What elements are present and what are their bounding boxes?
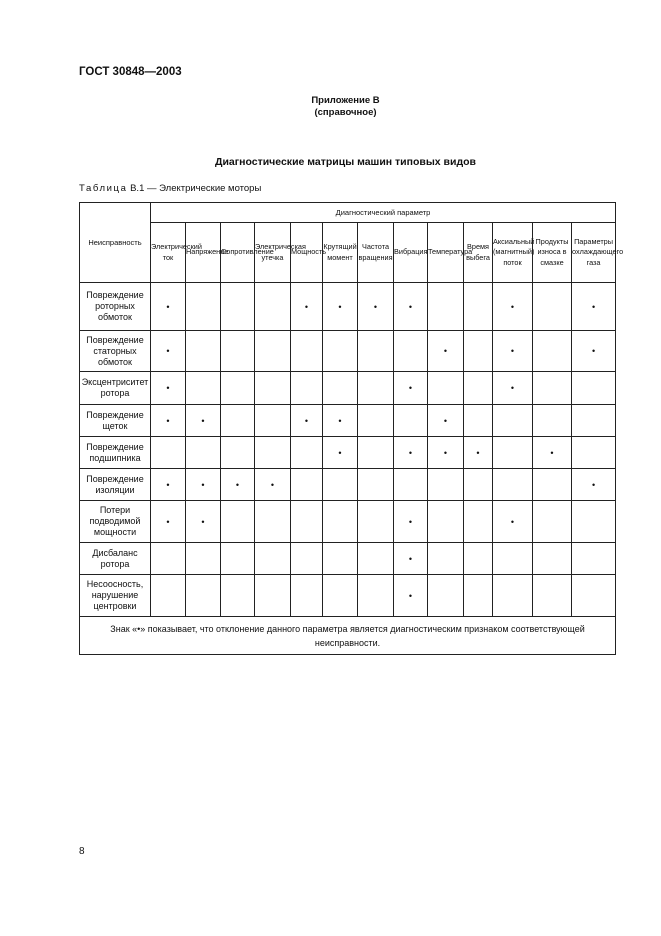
empty-cell: [151, 575, 186, 617]
fault-cell: Дисбаланс ротора: [80, 543, 151, 575]
diagnostic-mark: •: [394, 501, 428, 543]
empty-cell: [464, 543, 493, 575]
empty-cell: [572, 543, 616, 575]
empty-cell: [291, 437, 323, 469]
empty-cell: [464, 575, 493, 617]
empty-cell: [572, 405, 616, 437]
empty-cell: [428, 372, 464, 405]
parameter-header: Вибрация: [394, 223, 428, 283]
diagnostic-mark: •: [533, 437, 572, 469]
parameter-header: Сопротивление: [221, 223, 255, 283]
empty-cell: [533, 543, 572, 575]
empty-cell: [533, 469, 572, 501]
empty-cell: [255, 405, 291, 437]
empty-cell: [255, 372, 291, 405]
parameter-header: Напряжение: [186, 223, 221, 283]
empty-cell: [464, 469, 493, 501]
diagnostic-mark: •: [151, 372, 186, 405]
diagnostic-mark: •: [394, 372, 428, 405]
table-row: [80, 331, 616, 372]
empty-cell: [291, 331, 323, 372]
section-heading: Диагностические матрицы машин типовых видов: [214, 156, 477, 168]
empty-cell: [493, 469, 533, 501]
empty-cell: [291, 575, 323, 617]
empty-cell: [221, 405, 255, 437]
table-row: [80, 543, 616, 575]
table-caption: [79, 183, 261, 194]
empty-cell: [493, 437, 533, 469]
empty-cell: [428, 283, 464, 331]
diagnostic-mark: •: [394, 543, 428, 575]
empty-cell: [572, 575, 616, 617]
empty-cell: [493, 405, 533, 437]
document-code: ГОСТ 30848—2003: [79, 66, 182, 78]
empty-cell: [186, 331, 221, 372]
empty-cell: [533, 372, 572, 405]
diagnostic-mark: •: [394, 437, 428, 469]
empty-cell: [323, 575, 358, 617]
empty-cell: [255, 283, 291, 331]
empty-cell: [493, 543, 533, 575]
empty-cell: [394, 469, 428, 501]
diagnostic-mark: •: [291, 405, 323, 437]
diagnostic-mark: •: [493, 331, 533, 372]
empty-cell: [291, 501, 323, 543]
empty-cell: [394, 405, 428, 437]
diagnostic-mark: •: [151, 469, 186, 501]
matrix-body: [80, 283, 616, 655]
empty-cell: [186, 437, 221, 469]
parameter-header: Время выбега: [464, 223, 493, 283]
parameter-group-header: Диагностический параметр: [151, 203, 616, 223]
diagnostic-mark: •: [428, 405, 464, 437]
empty-cell: [572, 437, 616, 469]
empty-cell: [221, 501, 255, 543]
diagnostic-mark: •: [151, 501, 186, 543]
table-note: Знак «•» показывает, что отклонение данного параметра является диагностическим признаком соответствующей неисправности.: [80, 617, 616, 655]
diagnostic-mark: •: [358, 283, 394, 331]
diagnostic-mark: •: [186, 469, 221, 501]
fault-cell: Эксцентриситет ротора: [80, 372, 151, 405]
fault-column-header: Неисправность: [80, 203, 151, 283]
empty-cell: [464, 501, 493, 543]
empty-cell: [186, 543, 221, 575]
fault-cell: Повреждение роторных обмоток: [80, 283, 151, 331]
fault-cell: Повреждение изоляции: [80, 469, 151, 501]
parameter-header: Аксиальный (магнитный) поток: [493, 223, 533, 283]
diagnostic-mark: •: [394, 283, 428, 331]
fault-cell: Потери подводимой мощности: [80, 501, 151, 543]
empty-cell: [186, 372, 221, 405]
empty-cell: [221, 331, 255, 372]
empty-cell: [221, 543, 255, 575]
empty-cell: [493, 575, 533, 617]
empty-cell: [323, 543, 358, 575]
fault-cell: Несоосность, нарушение центровки: [80, 575, 151, 617]
appendix-block: [0, 95, 661, 119]
empty-cell: [255, 575, 291, 617]
empty-cell: [151, 437, 186, 469]
empty-cell: [255, 501, 291, 543]
diagnostic-mark: •: [255, 469, 291, 501]
table-row: [80, 372, 616, 405]
diagnostic-mark: •: [221, 469, 255, 501]
empty-cell: [358, 331, 394, 372]
parameter-header: Крутящий момент: [323, 223, 358, 283]
empty-cell: [358, 501, 394, 543]
diagnostic-mark: •: [572, 283, 616, 331]
diagnostic-mark: •: [572, 469, 616, 501]
diagnostic-mark: •: [323, 283, 358, 331]
empty-cell: [533, 501, 572, 543]
empty-cell: [323, 469, 358, 501]
diagnostic-mark: •: [186, 405, 221, 437]
table-row: [80, 469, 616, 501]
diagnostic-mark: •: [323, 437, 358, 469]
parameter-header: Электрическая утечка: [255, 223, 291, 283]
caption-prefix: Таблица: [79, 183, 128, 194]
diagnostic-matrix-table: [79, 202, 624, 655]
table-row: [80, 575, 616, 617]
fault-cell: Повреждение подшипника: [80, 437, 151, 469]
diagnostic-mark: •: [428, 437, 464, 469]
table-row: [80, 405, 616, 437]
empty-cell: [323, 331, 358, 372]
parameter-header: Мощность: [291, 223, 323, 283]
note-row: [80, 617, 616, 655]
empty-cell: [428, 501, 464, 543]
empty-cell: [221, 372, 255, 405]
empty-cell: [572, 501, 616, 543]
diagnostic-mark: •: [323, 405, 358, 437]
empty-cell: [358, 405, 394, 437]
parameter-header-row: [80, 223, 616, 283]
appendix-title: Приложение В: [311, 95, 380, 106]
empty-cell: [221, 575, 255, 617]
empty-cell: [464, 405, 493, 437]
parameter-header: Продукты износа в смазке: [533, 223, 572, 283]
empty-cell: [221, 283, 255, 331]
empty-cell: [186, 283, 221, 331]
parameter-header: Электрический ток: [151, 223, 186, 283]
diagnostic-mark: •: [464, 437, 493, 469]
empty-cell: [428, 469, 464, 501]
empty-cell: [255, 437, 291, 469]
empty-cell: [358, 372, 394, 405]
empty-cell: [291, 469, 323, 501]
empty-cell: [323, 372, 358, 405]
caption-text: — Электрические моторы: [144, 183, 262, 194]
empty-cell: [464, 283, 493, 331]
empty-cell: [358, 543, 394, 575]
table-row: [80, 283, 616, 331]
empty-cell: [186, 575, 221, 617]
diagnostic-mark: •: [291, 283, 323, 331]
diagnostic-mark: •: [572, 331, 616, 372]
empty-cell: [291, 543, 323, 575]
empty-cell: [533, 405, 572, 437]
page-number: 8: [79, 846, 85, 857]
empty-cell: [464, 372, 493, 405]
empty-cell: [572, 372, 616, 405]
parameter-header: Параметры охлаждающего газа: [572, 223, 616, 283]
diagnostic-mark: •: [186, 501, 221, 543]
parameter-header: Частота вращения: [358, 223, 394, 283]
empty-cell: [358, 575, 394, 617]
empty-cell: [323, 501, 358, 543]
table-row: [80, 437, 616, 469]
empty-cell: [358, 469, 394, 501]
empty-cell: [464, 331, 493, 372]
parameter-header: Температура: [428, 223, 464, 283]
empty-cell: [533, 331, 572, 372]
diagnostic-mark: •: [428, 331, 464, 372]
empty-cell: [358, 437, 394, 469]
diagnostic-mark: •: [151, 283, 186, 331]
empty-cell: [533, 283, 572, 331]
empty-cell: [151, 543, 186, 575]
diagnostic-mark: •: [394, 575, 428, 617]
diagnostic-mark: •: [493, 372, 533, 405]
diagnostic-mark: •: [151, 331, 186, 372]
empty-cell: [255, 331, 291, 372]
table-row: [80, 501, 616, 543]
empty-cell: [255, 543, 291, 575]
empty-cell: [291, 372, 323, 405]
empty-cell: [221, 437, 255, 469]
empty-cell: [394, 331, 428, 372]
empty-cell: [428, 543, 464, 575]
appendix-subtitle: (справочное): [314, 107, 377, 118]
fault-cell: Повреждение щеток: [80, 405, 151, 437]
empty-cell: [428, 575, 464, 617]
diagnostic-mark: •: [493, 283, 533, 331]
diagnostic-mark: •: [493, 501, 533, 543]
empty-cell: [533, 575, 572, 617]
caption-number: В.1: [130, 183, 145, 194]
fault-cell: Повреждение статорных обмоток: [80, 331, 151, 372]
diagnostic-mark: •: [151, 405, 186, 437]
